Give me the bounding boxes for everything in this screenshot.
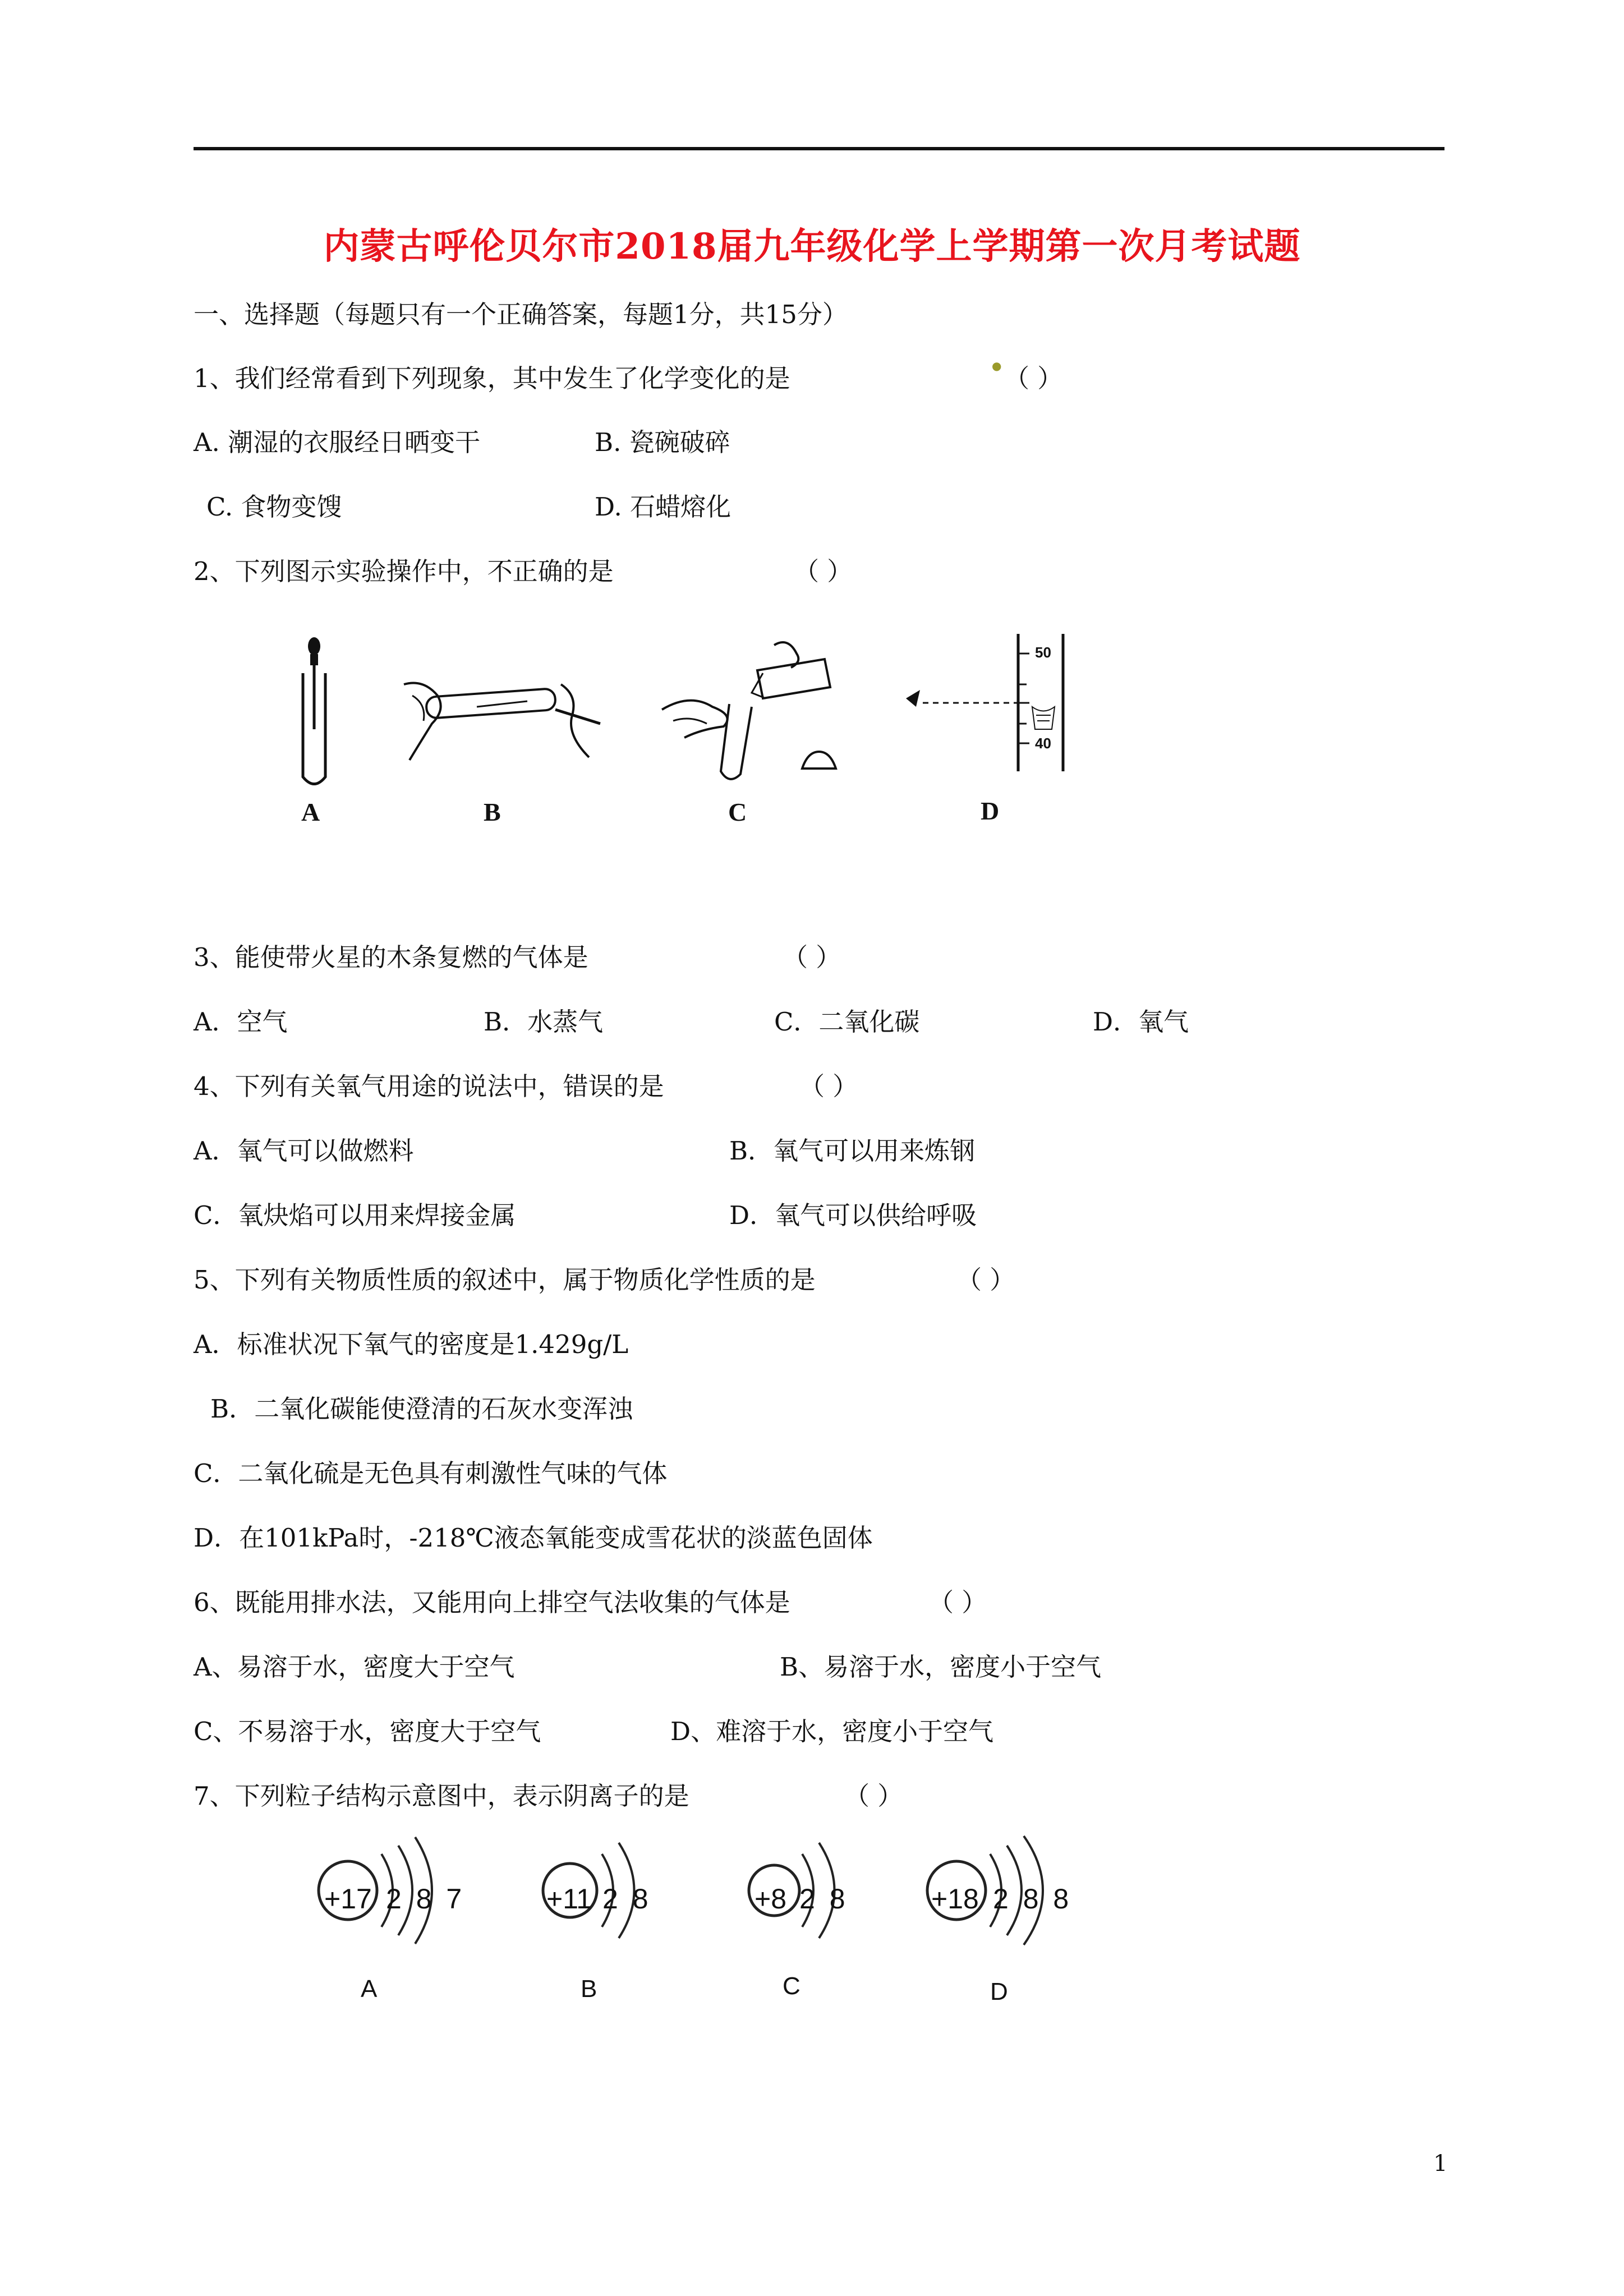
question-4-option-a: A．氧气可以做燃料 bbox=[194, 1136, 414, 1166]
question-7-bracket: （ ） bbox=[844, 1781, 903, 1811]
particle-c-shells: 2 8 bbox=[799, 1883, 849, 1915]
particle-d-shells: 2 8 8 bbox=[993, 1883, 1073, 1915]
question-1-stem: 1、我们经常看到下列现象，其中发生了化学变化的是 bbox=[194, 364, 790, 393]
question-4-option-b: B．氧气可以用来炼钢 bbox=[729, 1136, 976, 1166]
particle-label-c: C bbox=[783, 1972, 801, 2000]
particle-label-a: A bbox=[361, 1975, 378, 2003]
figure-label-d: D bbox=[981, 797, 1000, 825]
particle-a-shells: 2 8 7 bbox=[386, 1883, 466, 1915]
page-number: 1 bbox=[1433, 2151, 1448, 2177]
page-title: 内蒙古呼伦贝尔市2018届九年级化学上学期第一次月考试题 bbox=[323, 226, 1301, 268]
question-6-option-d: D、难溶于水，密度小于空气 bbox=[670, 1717, 994, 1746]
graduated-cylinder-figure bbox=[889, 631, 1080, 777]
question-5-option-a: A．标准状况下氧气的密度是1.429g/L bbox=[194, 1329, 629, 1359]
question-5-option-d: D．在101kPa时，-218℃液态氧能变成雪花状的淡蓝色固体 bbox=[194, 1523, 873, 1553]
question-3-option-a: A．空气 bbox=[194, 1007, 288, 1037]
cylinder-mark-40: 40 bbox=[1035, 735, 1051, 752]
particle-b-shells: 2 8 bbox=[602, 1883, 652, 1915]
question-1-option-a: A. 潮湿的衣服经日晒变干 bbox=[194, 427, 481, 457]
question-4-stem: 4、下列有关氧气用途的说法中，错误的是 bbox=[194, 1071, 664, 1101]
question-3-option-b: B．水蒸气 bbox=[484, 1007, 604, 1037]
question-6-stem: 6、既能用排水法，又能用向上排空气法收集的气体是 bbox=[194, 1588, 790, 1617]
cylinder-mark-50: 50 bbox=[1035, 644, 1051, 661]
dropper-in-tube-figure bbox=[292, 634, 337, 794]
stray-dot: ● bbox=[992, 359, 1002, 372]
figure-label-b: B bbox=[484, 798, 501, 826]
question-4-option-d: D．氧气可以供给呼吸 bbox=[729, 1200, 977, 1230]
question-1-option-b: B. 瓷碗破碎 bbox=[595, 427, 730, 457]
question-1-bracket: （ ） bbox=[1004, 364, 1063, 393]
figure-label-c: C bbox=[728, 798, 747, 826]
particle-label-d: D bbox=[990, 1978, 1008, 2005]
question-6-option-b: B、易溶于水，密度小于空气 bbox=[780, 1652, 1102, 1682]
question-5-option-c: C．二氧化硫是无色具有刺激性气味的气体 bbox=[194, 1458, 668, 1488]
question-3-bracket: （ ） bbox=[783, 942, 841, 972]
question-1-option-d: D. 石蜡熔化 bbox=[595, 492, 732, 522]
question-6-option-c: C、不易溶于水，密度大于空气 bbox=[194, 1717, 541, 1746]
question-6-option-a: A、易溶于水，密度大于空气 bbox=[194, 1652, 515, 1682]
figure-label-a: A bbox=[301, 798, 320, 826]
question-3-option-c: C．二氧化碳 bbox=[774, 1007, 920, 1037]
question-7-stem: 7、下列粒子结构示意图中，表示阴离子的是 bbox=[194, 1781, 689, 1811]
particle-d-nucleus: +18 bbox=[931, 1883, 979, 1915]
particle-c-nucleus: +8 bbox=[755, 1883, 787, 1915]
question-5-bracket: （ ） bbox=[956, 1265, 1015, 1295]
header-rule bbox=[194, 147, 1444, 150]
question-6-bracket: （ ） bbox=[928, 1588, 987, 1617]
question-4-bracket: （ ） bbox=[799, 1071, 858, 1101]
question-4-option-c: C．氧炔焰可以用来焊接金属 bbox=[194, 1200, 516, 1230]
question-5-stem: 5、下列有关物质性质的叙述中，属于物质化学性质的是 bbox=[194, 1265, 816, 1295]
question-2-stem: 2、下列图示实验操作中，不正确的是 bbox=[194, 556, 614, 586]
question-2-bracket: （ ） bbox=[794, 556, 853, 586]
particle-b-nucleus: +11 bbox=[546, 1883, 592, 1915]
question-3-option-d: D．氧气 bbox=[1093, 1007, 1189, 1037]
question-1-option-c: C. 食物变馊 bbox=[206, 492, 342, 522]
section-heading: 一、选择题（每题只有一个正确答案，每题1分，共15分） bbox=[194, 300, 848, 329]
test-tube-heating-figure bbox=[393, 662, 606, 769]
particle-a-nucleus: +17 bbox=[324, 1883, 372, 1915]
particle-label-b: B bbox=[581, 1975, 597, 2003]
question-3-stem: 3、能使带火星的木条复燃的气体是 bbox=[194, 942, 588, 972]
question-5-option-b: B．二氧化碳能使澄清的石灰水变浑浊 bbox=[210, 1394, 633, 1424]
pouring-liquid-figure bbox=[651, 631, 841, 791]
